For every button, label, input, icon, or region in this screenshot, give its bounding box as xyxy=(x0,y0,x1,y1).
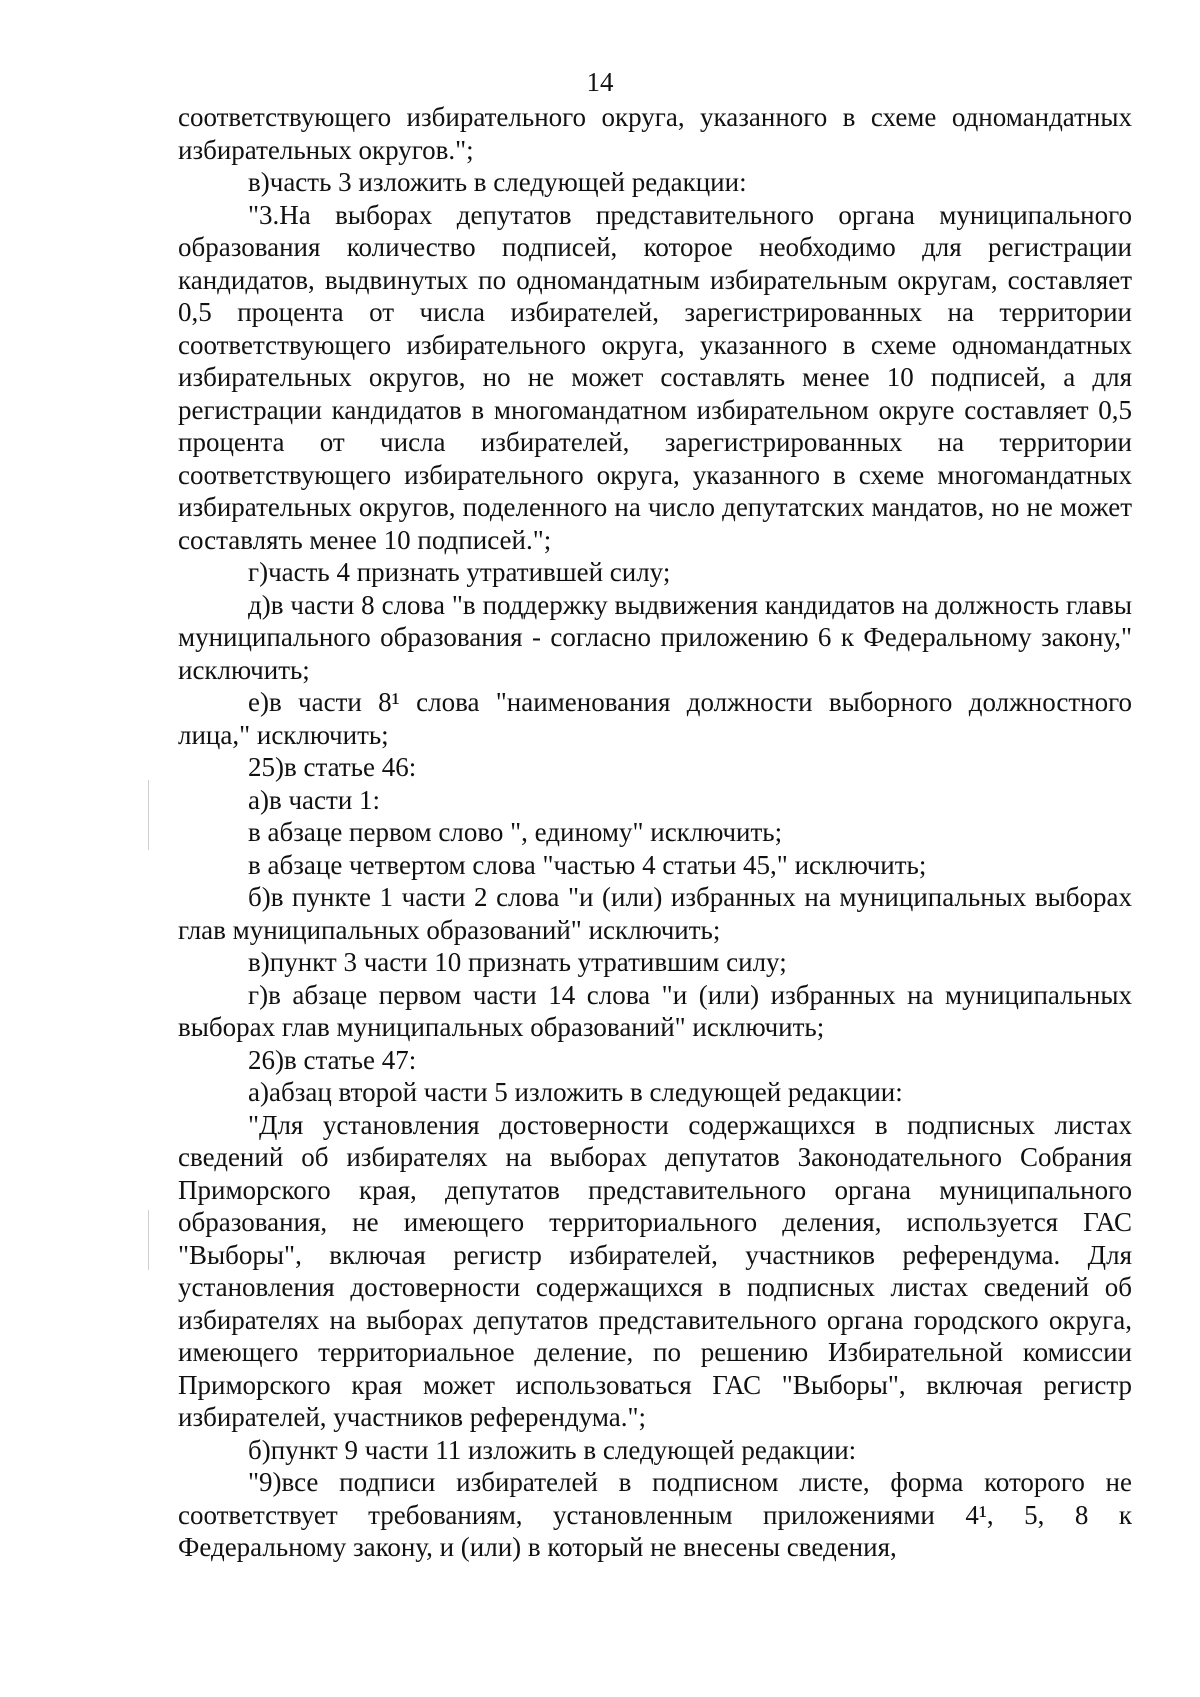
scan-edge-mark xyxy=(148,1210,149,1270)
page-number: 14 xyxy=(586,67,614,97)
paragraph: "9)все подписи избирателей в подписном листе, форма которого не соответствует требованиям, установленным приложениями 4¹, 5, 8 к Федеральному закону, и (или) в который не внесены сведения, xyxy=(178,1467,1132,1562)
paragraph: г)часть 4 признать утратившей силу; xyxy=(248,557,671,587)
paragraph: "3.На выборах депутатов представительного органа муниципального образования количество подписей, которое необходимо для регистрации кандидатов, выдвинутых по одномандатным избирательным округам, составляет 0,5 процента от числа избирателей, зарегистрированных на территории соответствующего избирательного округа, указанного в схеме одномандатных избирательных округов, но не может составлять менее 10 подписей, а для регистрации кандидатов в многомандатном избирательном округе составляет 0,5 процента от числа избирателей, зарегистрированных на территории соответствующего избирательного округа, указанного в схеме многомандатных избирательных округов, поделенного на число депутатских мандатов, но не может составлять менее 10 подписей."; xyxy=(178,199,1132,555)
paragraph: 26)в статье 47: xyxy=(248,1044,417,1075)
paragraph: в)часть 3 изложить в следующей редакции: xyxy=(248,167,747,197)
paragraph: соответствующего избирательного округа, указанного в схеме одномандатных избирательных округов."; xyxy=(178,102,1132,165)
paragraph: а)в части 1: xyxy=(248,784,381,815)
scan-edge-mark xyxy=(148,780,149,850)
document-text xyxy=(178,101,1132,1564)
paragraph: д)в части 8 слова "в поддержку выдвижения кандидатов на должность главы муниципального образования - согласно приложению 6 к Федеральному закону," исключить; xyxy=(178,589,1132,685)
paragraph: г)в абзаце первом части 14 слова "и (или) избранных на муниципальных выборах глав муниципальных образований" исключить; xyxy=(178,979,1132,1042)
paragraph: в абзаце четвертом слова "частью 4 статьи 45," исключить; xyxy=(248,849,927,880)
paragraph: е)в части 8¹ слова "наименования должности выборного должностного лица," исключить; xyxy=(178,687,1132,750)
paragraph: а)абзац второй части 5 изложить в следующей редакции: xyxy=(248,1077,903,1107)
paragraph: б)в пункте 1 части 2 слова "и (или) избранных на муниципальных выборах глав муниципальных образований" исключить; xyxy=(178,882,1132,945)
paragraph: в)пункт 3 части 10 признать утратившим силу; xyxy=(248,947,787,977)
paragraph: 25)в статье 46: xyxy=(248,752,417,782)
paragraph: "Для установления достоверности содержащихся в подписных листах сведений об избирателях на выборах депутатов Законодательного Собрания Приморского края, депутатов представительного органа муниципального образования, не имеющего территориального деления, используется ГАС "Выборы", включая регистр избирателей, участников референдума. Для установления достоверности содержащихся в подписных листах сведений об избирателях на выборах депутатов представительного органа городского округа, имеющего территориальное деление, по решению Избирательной комиссии Приморского края может использоваться ГАС "Выборы", включая регистр избирателей, участников референдума."; xyxy=(178,1109,1132,1432)
paragraph: в абзаце первом слово ", единому" исключить; xyxy=(248,817,783,847)
paragraph: б)пункт 9 части 11 изложить в следующей редакции: xyxy=(248,1434,857,1465)
